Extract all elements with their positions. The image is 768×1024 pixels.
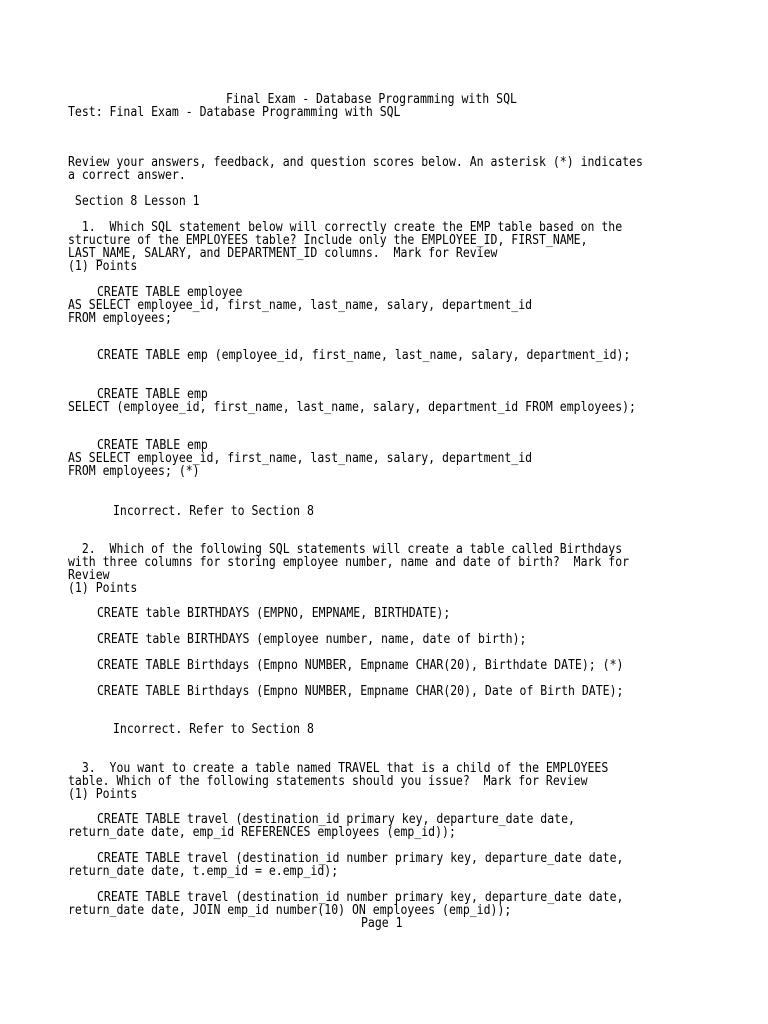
q1-option-d: FROM employees; (*) bbox=[68, 464, 200, 479]
q2-prompt-line: with three columns for storing employee number, name and date of birth? Mark for bbox=[68, 555, 630, 570]
q3-option-a: return_date date, emp_id REFERENCES employees (emp_id)); bbox=[68, 825, 456, 840]
q2-option-c: CREATE TABLE Birthdays (Empno NUMBER, Empname CHAR(20), Birthdate DATE); (*) bbox=[97, 658, 624, 673]
q1-prompt-line: structure of the EMPLOYEES table? Include only the EMPLOYEE_ID, FIRST_NAME, bbox=[68, 233, 588, 248]
q1-option-d: CREATE TABLE emp bbox=[97, 438, 208, 453]
q3-option-c: return_date date, JOIN emp_id number(10) ON employees (emp_id)); bbox=[68, 903, 512, 918]
q3-option-c: CREATE TABLE travel (destination_id number primary key, departure_date date, bbox=[97, 890, 624, 905]
q2-option-a: CREATE table BIRTHDAYS (EMPNO, EMPNAME, BIRTHDATE); bbox=[97, 606, 451, 621]
q1-option-c: CREATE TABLE emp bbox=[97, 387, 208, 402]
q1-option-a: CREATE TABLE employee bbox=[97, 285, 243, 300]
q2-prompt-line: 2. Which of the following SQL statements will create a table called Birthdays bbox=[68, 542, 623, 557]
q1-option-b: CREATE TABLE emp (employee_id, first_name, last_name, salary, department_id); bbox=[97, 348, 631, 363]
q1-points: (1) Points bbox=[68, 259, 138, 274]
q3-option-a: CREATE TABLE travel (destination_id primary key, departure_date date, bbox=[97, 812, 575, 827]
q1-option-a: AS SELECT employee_id, first_name, last_name, salary, department_id bbox=[68, 298, 533, 313]
q1-option-d: AS SELECT employee_id, first_name, last_name, salary, department_id bbox=[68, 451, 533, 466]
q2-option-d: CREATE TABLE Birthdays (Empno NUMBER, Empname CHAR(20), Date of Birth DATE); bbox=[97, 684, 624, 699]
section-heading: Section 8 Lesson 1 bbox=[68, 194, 200, 209]
q2-feedback: Incorrect. Refer to Section 8 bbox=[113, 722, 314, 737]
intro-line-1: Review your answers, feedback, and question scores below. An asterisk (*) indicates bbox=[68, 155, 643, 170]
q3-prompt-line: table. Which of the following statements should you issue? Mark for Review bbox=[68, 774, 588, 789]
q3-option-b: return_date date, t.emp_id = e.emp_id); bbox=[68, 864, 339, 879]
page-number: Page 1 bbox=[361, 916, 403, 931]
q3-prompt-line: 3. You want to create a table named TRAVEL that is a child of the EMPLOYEES bbox=[68, 761, 609, 776]
q1-prompt-line: 1. Which SQL statement below will correctly create the EMP table based on the bbox=[68, 220, 623, 235]
q1-option-c: SELECT (employee_id, first_name, last_name, salary, department_id FROM employees); bbox=[68, 400, 636, 415]
q2-points: (1) Points bbox=[68, 581, 138, 596]
q1-prompt-line: LAST_NAME, SALARY, and DEPARTMENT_ID columns. Mark for Review bbox=[68, 246, 498, 261]
q1-feedback: Incorrect. Refer to Section 8 bbox=[113, 504, 314, 519]
q1-option-a: FROM employees; bbox=[68, 311, 172, 326]
q3-option-b: CREATE TABLE travel (destination_id number primary key, departure_date date, bbox=[97, 851, 624, 866]
test-title: Test: Final Exam - Database Programming with SQL bbox=[68, 105, 401, 120]
intro-line-2: a correct answer. bbox=[68, 168, 186, 183]
q2-prompt-line: Review bbox=[68, 568, 110, 583]
page-title: Final Exam - Database Programming with SQL bbox=[226, 92, 517, 107]
q3-points: (1) Points bbox=[68, 787, 138, 802]
q2-option-b: CREATE table BIRTHDAYS (employee number, name, date of birth); bbox=[97, 632, 527, 647]
